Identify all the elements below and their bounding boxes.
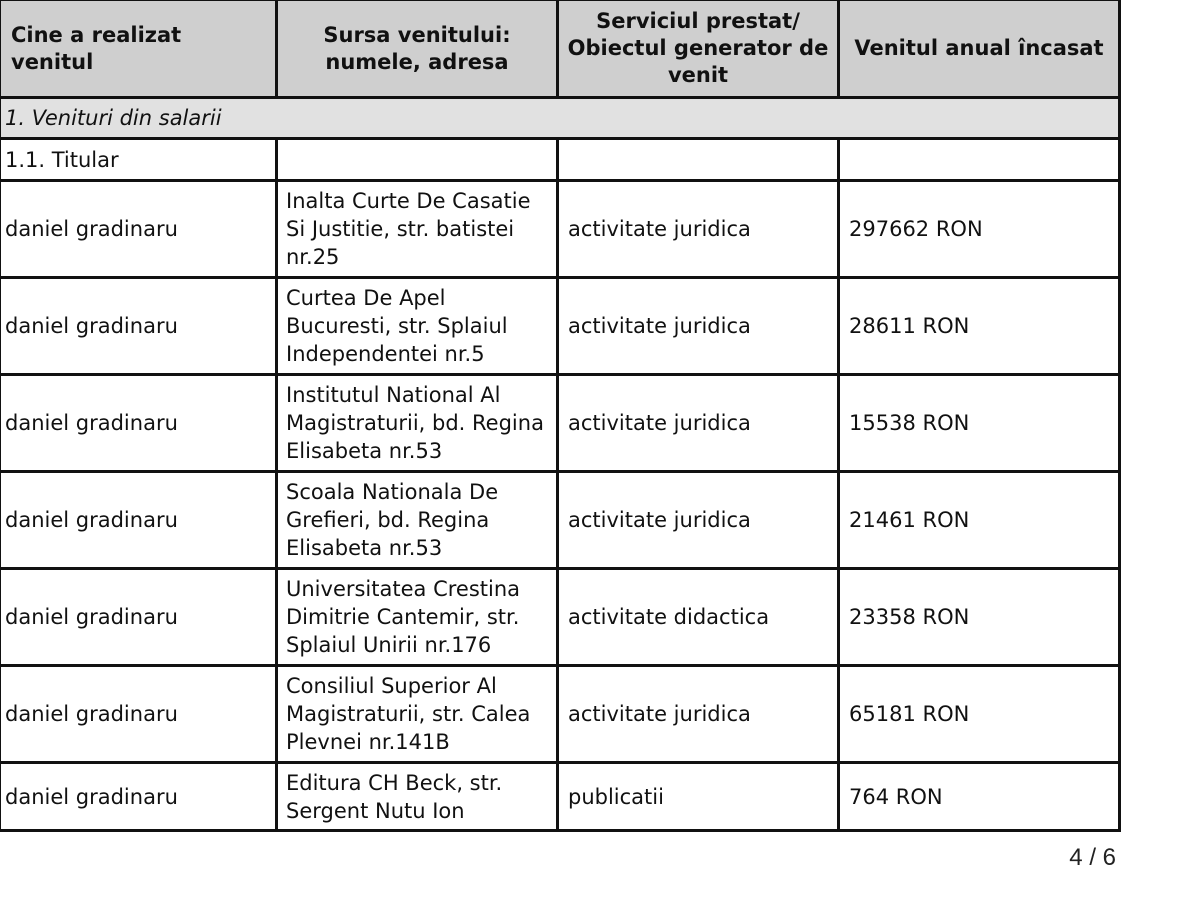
cell-service: activitate juridica (558, 666, 839, 763)
header-who: Cine a realizat venitul (0, 0, 277, 98)
cell-source: Institutul National Al Magistraturii, bd. Regina Elisabeta nr.53 (277, 375, 558, 472)
table-row (0, 181, 1120, 278)
table-header-row (0, 0, 1120, 98)
cell-service: publicatii (558, 763, 839, 831)
cell-who: daniel gradinaru (0, 375, 277, 472)
cell-who: daniel gradinaru (0, 569, 277, 666)
table-row (0, 666, 1120, 763)
subsection-row (0, 139, 1120, 181)
cell-source: Scoala Nationala De Grefieri, bd. Regina Elisabeta nr.53 (277, 472, 558, 569)
cell-who: daniel gradinaru (0, 763, 277, 831)
cell-amount: 23358 RON (839, 569, 1120, 666)
section-row (0, 98, 1120, 139)
table-row (0, 569, 1120, 666)
cell-amount: 21461 RON (839, 472, 1120, 569)
cell-who: daniel gradinaru (0, 278, 277, 375)
cell-amount: 764 RON (839, 763, 1120, 831)
cell-source: Consiliul Superior Al Magistraturii, str. Calea Plevnei nr.141B (277, 666, 558, 763)
cell-service: activitate juridica (558, 278, 839, 375)
cell-service: activitate juridica (558, 472, 839, 569)
page-number: 4 / 6 (1069, 844, 1116, 871)
cell-who: daniel gradinaru (0, 181, 277, 278)
cell-amount: 65181 RON (839, 666, 1120, 763)
table-row (0, 278, 1120, 375)
header-source: Sursa venitului: numele, adresa (277, 0, 558, 98)
table-row (0, 472, 1120, 569)
cell-who: daniel gradinaru (0, 472, 277, 569)
table-row (0, 375, 1120, 472)
cell-service: activitate juridica (558, 181, 839, 278)
cell-source: Editura CH Beck, str. Sergent Nutu Ion (277, 763, 558, 831)
header-amount: Venitul anual încasat (839, 0, 1120, 98)
cell-service: activitate juridica (558, 375, 839, 472)
empty-cell (277, 139, 558, 181)
cell-amount: 28611 RON (839, 278, 1120, 375)
empty-cell (558, 139, 839, 181)
cell-amount: 15538 RON (839, 375, 1120, 472)
cell-source: Curtea De Apel Bucuresti, str. Splaiul Independentei nr.5 (277, 278, 558, 375)
table-row (0, 763, 1120, 831)
cell-source: Universitatea Crestina Dimitrie Cantemir, str. Splaiul Unirii nr.176 (277, 569, 558, 666)
cell-service: activitate didactica (558, 569, 839, 666)
cell-amount: 297662 RON (839, 181, 1120, 278)
cell-who: daniel gradinaru (0, 666, 277, 763)
empty-cell (839, 139, 1120, 181)
header-service: Serviciul prestat/ Obiectul generator de venit (558, 0, 839, 98)
cell-source: Inalta Curte De Casatie Si Justitie, str. batistei nr.25 (277, 181, 558, 278)
section-label: 1. Venituri din salarii (0, 98, 1120, 139)
subsection-label: 1.1. Titular (0, 139, 277, 181)
